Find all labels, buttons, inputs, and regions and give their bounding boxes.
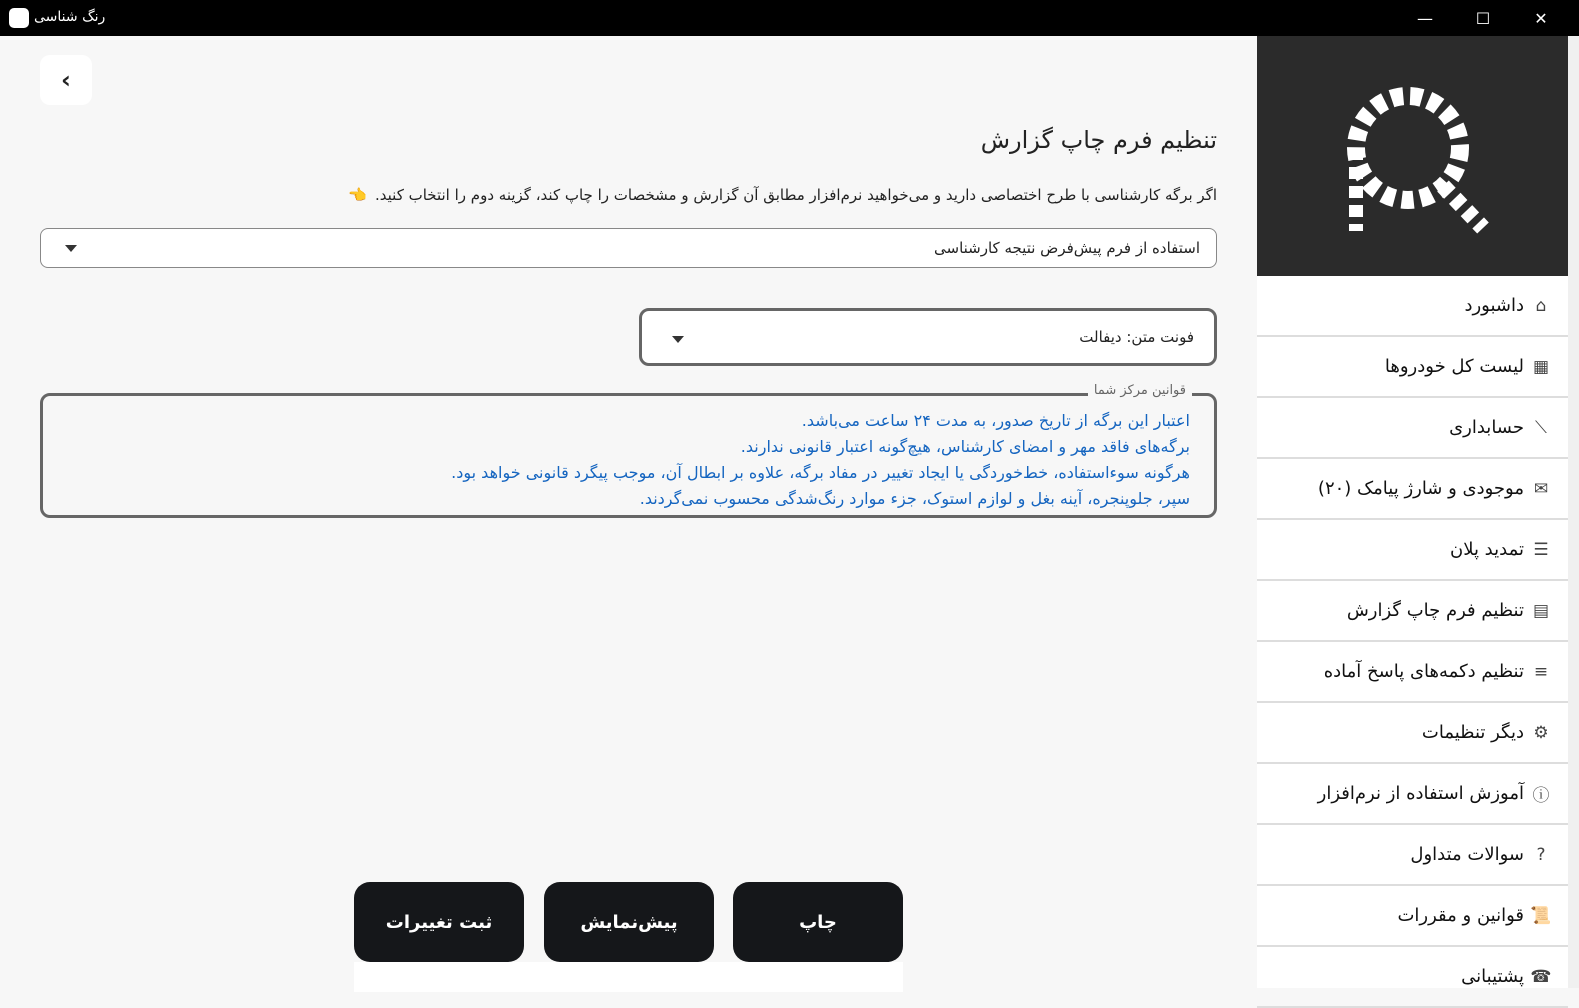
form-type-select[interactable]: [40, 228, 1217, 268]
sidebar-item[interactable]: [1257, 276, 1568, 337]
rules-label: قوانین مرکز شما: [1088, 383, 1192, 398]
preview-button[interactable]: پیش‌نمایش: [544, 882, 714, 962]
description-text: اگر برگه کارشناسی با طرح اختصاصی دارید و می‌خواهید نرم‌افزار مطابق آن گزارش و مشخصات را چاپ کند، گزینه دوم را انتخاب کنید.: [375, 186, 1217, 204]
chevron-left-icon: ‹: [61, 66, 71, 94]
sidebar-item-icon: ⟋: [1535, 417, 1547, 438]
sidebar-item-label: دیگر تنظیمات: [1421, 722, 1524, 743]
sidebar-item-icon: ⌂: [1535, 295, 1547, 316]
caret-down-icon: [672, 336, 684, 343]
back-button[interactable]: [40, 55, 92, 105]
form-type-value: استفاده از فرم پیش‌فرض نتیجه کارشناسی: [934, 239, 1200, 257]
sidebar-item-icon: ☰: [1533, 539, 1549, 560]
title-bar: [0, 0, 1579, 36]
sidebar-item-icon: 📜: [1530, 905, 1552, 926]
sidebar-item-label: قوانین و مقررات: [1397, 905, 1524, 926]
sidebar-item-label: تنظیم فرم چاپ گزارش: [1346, 600, 1524, 621]
rule-line: سپر، جلوپنجره، آینه بغل و لوازم استوک، جزء موارد رنگ‌شدگی محسوب نمی‌گردند.: [639, 489, 1190, 508]
sidebar-item-icon: ⓘ: [1532, 786, 1550, 806]
rule-line: برگه‌های فاقد مهر و امضای کارشناس، هیچ‌گونه اعتبار قانونی ندارند.: [740, 437, 1190, 456]
description: [348, 186, 1217, 204]
sidebar-item[interactable]: [1257, 337, 1568, 398]
close-button[interactable]: ✕: [1534, 8, 1548, 28]
sidebar-item-icon: ▦: [1532, 356, 1550, 377]
sidebar-item-label: آموزش استفاده از نرم‌افزار: [1317, 783, 1524, 804]
logo-magnifier-icon: [1328, 76, 1498, 236]
sidebar-item-label: حسابداری: [1449, 417, 1524, 438]
minimize-button[interactable]: —: [1417, 8, 1433, 28]
window-title: رنگ شناسی: [34, 9, 106, 25]
sidebar-item[interactable]: [1257, 825, 1568, 886]
sidebar-item-icon: ?: [1536, 844, 1546, 865]
sidebar-item-icon: ≡: [1533, 661, 1549, 682]
maximize-button[interactable]: ☐: [1475, 8, 1491, 28]
sidebar-item-label: پشتیبانی: [1461, 966, 1524, 987]
sidebar-item-label: تنظیم دکمه‌های پاسخ آماده: [1323, 661, 1524, 682]
sidebar-item-icon: ☎: [1530, 966, 1552, 987]
sidebar-item[interactable]: [1257, 581, 1568, 642]
caret-down-icon: [65, 245, 77, 252]
sidebar-item-label: سوالات متداول: [1410, 844, 1524, 865]
app-icon: [9, 8, 29, 28]
sidebar-item-label: تمدید پلان: [1449, 539, 1524, 560]
sidebar-item[interactable]: [1257, 459, 1568, 520]
sidebar-item[interactable]: [1257, 642, 1568, 703]
font-select[interactable]: [639, 308, 1217, 366]
sidebar-item-label: لیست کل خودروها: [1384, 356, 1524, 377]
scrollbar[interactable]: [1568, 36, 1579, 988]
rules-text: [451, 408, 1190, 512]
sidebar-item-label: موجودی و شارژ پیامک (۲۰): [1317, 478, 1524, 499]
sidebar-item[interactable]: [1257, 520, 1568, 581]
sidebar-nav: [1257, 276, 1568, 1008]
page-title: تنظیم فرم چاپ گزارش: [980, 126, 1217, 154]
sidebar-item-label: داشبورد: [1464, 295, 1524, 316]
save-changes-button[interactable]: ثبت تغییرات: [354, 882, 524, 962]
pointing-hand-icon: 👈: [348, 186, 367, 204]
rule-line: اعتبار این برگه از تاریخ صدور، به مدت ۲۴ ساعت می‌باشد.: [801, 411, 1190, 430]
sidebar-item[interactable]: [1257, 947, 1568, 1008]
app-logo: [1257, 36, 1568, 276]
sidebar-item[interactable]: [1257, 764, 1568, 825]
rule-line: هرگونه سوءاستفاده، خط‌خوردگی یا ایجاد تغییر در مفاد برگه، علاوه بر ابطال آن، موجب پیگرد قانونی خواهد بود.: [451, 463, 1190, 482]
font-value: فونت متن: دیفالت: [1079, 328, 1194, 346]
sidebar-item[interactable]: [1257, 398, 1568, 459]
sidebar: [1257, 36, 1568, 988]
sidebar-item-icon: ⚙: [1533, 722, 1549, 743]
sidebar-item-icon: ✉: [1533, 478, 1549, 499]
sidebar-item-icon: ▤: [1532, 600, 1550, 621]
print-button[interactable]: چاپ: [733, 882, 903, 962]
rules-textarea[interactable]: [40, 383, 1217, 518]
main-content: [0, 36, 1257, 988]
sidebar-item[interactable]: [1257, 886, 1568, 947]
sidebar-item[interactable]: [1257, 703, 1568, 764]
